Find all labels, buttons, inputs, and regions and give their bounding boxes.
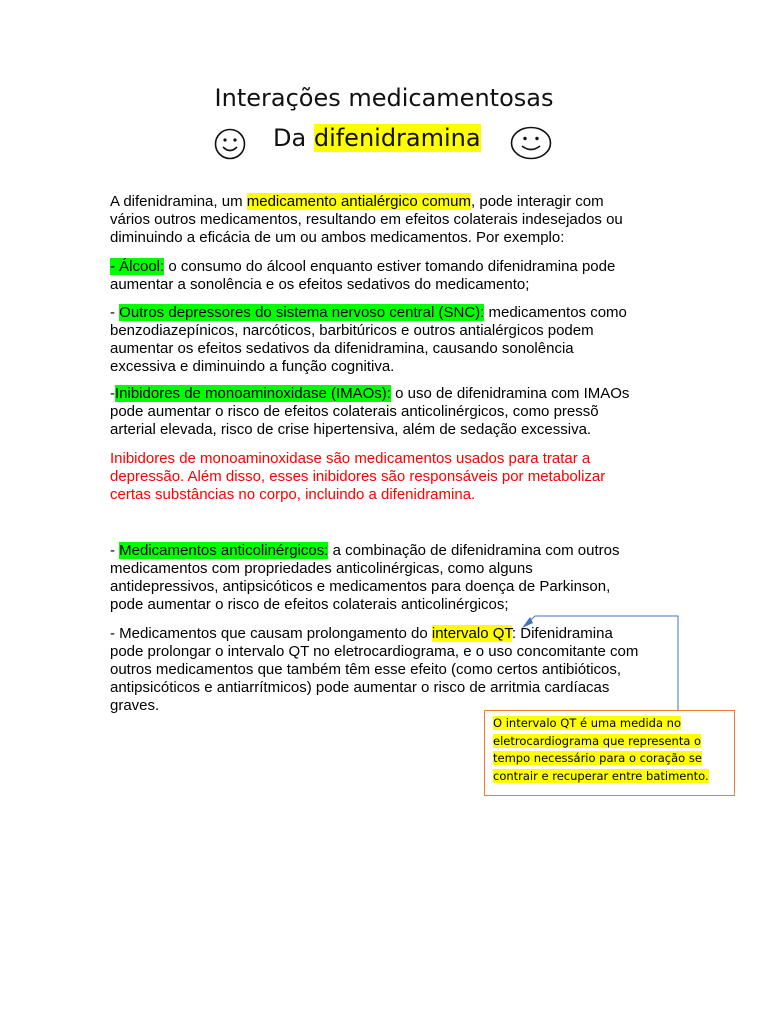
item-label-qt: intervalo QT <box>431 625 512 642</box>
item-text: : Difenidramina <box>511 625 613 642</box>
item-text: medicamentos como <box>484 304 627 321</box>
note-text: depressão. Além disso, esses inibidores são responsáveis por metabolizar <box>110 468 606 485</box>
item-text: pode prolongar o intervalo QT no eletrocardiograma, e o uso concomitante com <box>110 643 639 660</box>
note-text: Inibidores de monoaminoxidase são medicamentos usados para tratar a <box>110 450 591 467</box>
item-text: outros medicamentos que também têm esse efeito (como certos antibióticos, <box>110 661 622 678</box>
intro-text: A difenidramina, um <box>110 193 247 210</box>
item-text: arterial elevada, risco de crise hipertensiva, além de sedação excessiva. <box>110 421 592 438</box>
subtitle-prefix: Da <box>273 124 314 152</box>
intro-text: , pode interagir com <box>471 193 604 210</box>
item-text: excessiva e diminuindo a função cognitiva. <box>110 358 395 375</box>
item-prefix: - <box>110 542 120 559</box>
intro-highlight: medicamento antialérgico comum <box>246 193 472 210</box>
item-prefix: - <box>110 304 120 321</box>
comment-text: O intervalo QT é uma medida no <box>493 716 681 730</box>
item-text: graves. <box>110 697 160 714</box>
item-text: antipsicóticos e antiarrítmicos) pode aumentar o risco de arritmia cardíacas <box>110 679 610 696</box>
item-text: medicamentos com propriedades anticolinérgicas, como alguns <box>110 560 533 577</box>
comment-text: eletrocardiograma que representa o <box>493 733 702 748</box>
item-text: a combinação de difenidramina com outros <box>328 542 620 559</box>
comment-text: contrair e recuperar entre batimento. <box>493 768 709 783</box>
item-label-snc: Outros depressores do sistema nervoso central (SNC): <box>119 304 485 321</box>
item-prefix: - <box>110 385 115 402</box>
page-title: Interações medicamentosas <box>214 84 554 112</box>
intro-text: vários outros medicamentos, resultando em efeitos colaterais indesejados ou <box>110 211 623 228</box>
item-text: o uso de difenidramina com IMAOs <box>390 385 630 402</box>
item-label-anticolinergicos: Medicamentos anticolinérgicos: <box>119 542 329 559</box>
item-text: aumentar a sonolência e os efeitos sedativos do medicamento; <box>110 276 530 293</box>
subtitle-highlight: difenidramina <box>313 124 481 152</box>
intro-text: diminuindo a eficácia de um ou ambos medicamentos. Por exemplo: <box>110 229 565 246</box>
item-text: pode aumentar o risco de efeitos colaterais anticolinérgicos, como pressõ <box>110 403 599 420</box>
comment-text: tempo necessário para o coração se <box>493 751 702 765</box>
item-prefix: - Medicamentos que causam prolongamento do <box>110 625 432 642</box>
item-text: pode aumentar o risco de efeitos colaterais anticolinérgicos; <box>110 596 509 613</box>
item-label-alcool: - Álcool: <box>110 258 165 275</box>
item-text: antidepressivos, antipsicóticos e medicamentos para doença de Parkinson, <box>110 578 611 595</box>
item-label-imao: Inibidores de monoaminoxidase (IMAOs): <box>115 385 391 402</box>
note-text: certas substâncias no corpo, incluindo a difenidramina. <box>110 486 476 503</box>
item-text: o consumo do álcool enquanto estiver tomando difenidramina pode <box>164 258 616 275</box>
comment-box <box>484 710 735 796</box>
item-text: aumentar os efeitos sedativos da difenidramina, causando sonolência <box>110 340 574 357</box>
item-text: benzodiazepínicos, narcóticos, barbitúricos e outros antialérgicos podem <box>110 322 594 339</box>
